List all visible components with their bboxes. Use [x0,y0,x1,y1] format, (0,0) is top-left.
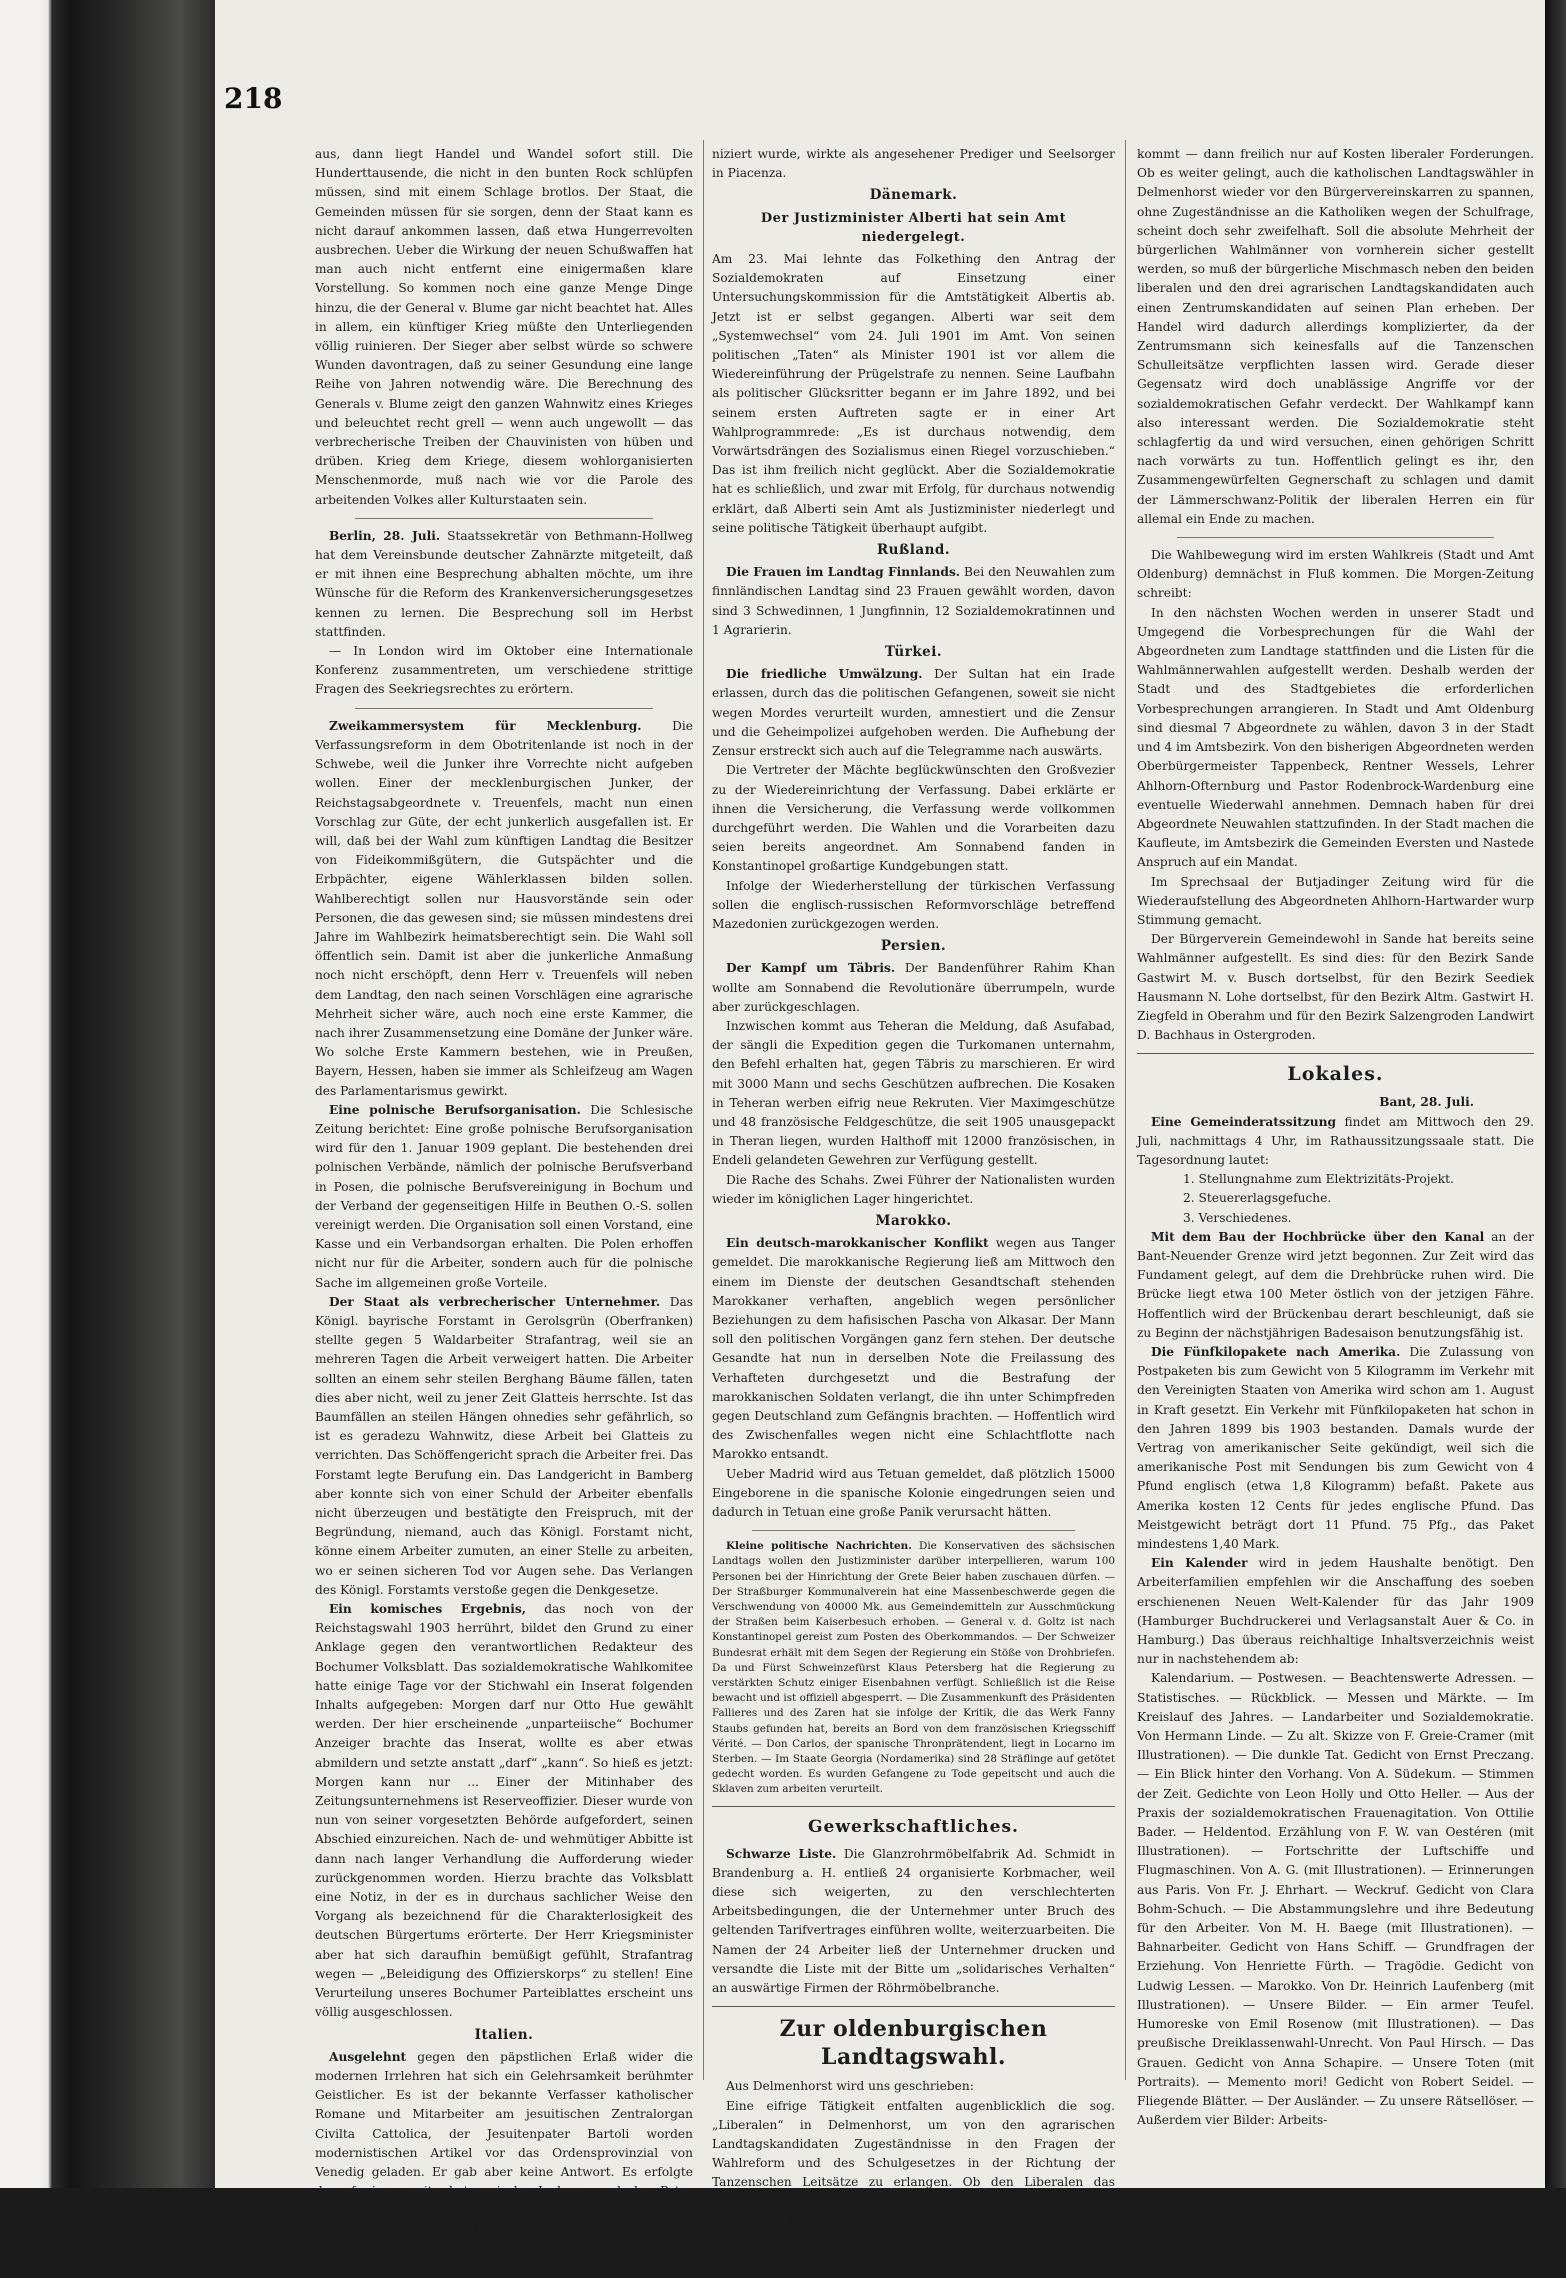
article-heading: Der Staat als verbrecherischer Unternehmer. [329,1294,661,1309]
article-italy [315,2048,693,2278]
section-heading-denmark: Dänemark. [869,187,958,204]
article-heading: Die Fünfkilopakete nach Amerika. [1151,1344,1401,1359]
article-heading: Der Kampf um Täbris. [726,961,896,976]
article-text: In den nächsten Wochen werden in unserer Stadt und Umgegend die Vorbesprechungen für die Wahl der Abgeordneten zum Landtage stattfinden und die Listen für die Wahlmännerwahlen aufgestellt werden. Deshalb werden der Stadt und des Stadtgebietes die erforderlichen Vorbesprechungen arrangieren. In Stadt und Amt Oldenburg sind diesmal 7 Abgeordnete zu wählen, davon 3 in der Stadt und 4 im Amtsbezirk. Von den bisherigen Abgeordneten werden Oberbürgermeister Tappenbeck, Rentner Wessels, Lehrer Ahlhorn-Ofternburg und Pastor Rodenbrock-Wardenburg eine eventuelle Wiederwahl annehmen. Demnach haben für drei Abgeordnete Neuwahlen stattzufinden. In der Stadt machen die Kaufleute, im Amtsbezirk die Gemeinden Eversten und Nastede Anspruch auf ein Mandat. [1137,605,1534,870]
section-heading-persia: Persien. [880,938,947,955]
agenda-item: 2. Steuererlagsgefuche. [1183,1191,1332,1206]
column-rule [703,140,704,2080]
article-small-news [712,1539,1115,1797]
article-heading: Eine Gemeinderatssitzung [1151,1114,1337,1129]
article-heading: Die Frauen im Landtag Finnlands. [726,565,961,580]
article-subheading: Der Justizminister Alberti hat sein Amt niedergelegt. [760,210,1067,245]
article-text: Die Glanzrohrmöbelfabrik Ad. Schmidt in Brandenburg a. H. entließ 24 organisierte Korbmacher, weil diese sich weigerten, zu den verschlechterten Arbeitsbedingungen, die der Unternehmer unter Bruch des geltenden Tarifvertrages einführen wollte, weiterzuarbeiten. Die Namen der 24 Arbeiter ließ der Unternehmer drucken und versandte die Liste mit der Bitte um „solidarisches Verhalten“ an auswärtige Firmen der Röhrmöbelbranche. [712,1846,1116,1996]
article-text: Die Konservativen des sächsischen Landtags wollen den Justizminister darüber interpellieren, warum 100 Personen bei der Hinrichtung der Grete Beier haben zuschauen dürfen. — Der Straßburger Kommunalverein hat eine Massenbeschwerde gegen die Verschwendung von 40000 Mk. aus Gemeindemitteln zur Ausschmückung der Straßen beim Kaiserbesuch erhoben. — General v. d. Goltz ist nach Konstantinopel gereist zum Posten des Oberkommandos. — Der Schweizer Bundesrat erhält mit dem Segen der Regierung ein Stöße von Drohbriefen. Da und Fürst Schweinzefürst Klaus Petersberg hat die Regierung zu verstärkten Schutz einiger Eisenbahnen verfügt. Schließlich ist die Reise bewacht und ist offiziell abgesperrt. — Die Zusammenkunft des Präsidenten Fallieres und des Zaren hat sie infolge der Kritik, die das Werk Fanny Staubs gefunden hat, bereits an Bord von dem französischen Kriegsschiff Vérité. — Don Carlos, der spanische Thronprätendent, liegt in Locarno im Sterben. — Im Staate Georgia (Nordamerika) sind 28 Sträflinge auf getötet gedecht worden. Es wurden Gefangene zu Tode gepeitscht und auch die Sklaven zum arbeiten verurteilt. [712,1540,1115,1796]
dateline [1137,1093,1534,1112]
divider [712,1806,1115,1807]
divider [1137,1053,1534,1054]
article-text: Inzwischen kommt aus Teheran die Meldung, daß Asufabad, der sängli die Expedition gegen die Turkomanen unternahm, den Befehl erhalten hat, gegen Täbris zu marschieren. Er wird mit 3000 Mann und sechs Geschützen aufbrechen. Die Kosaken in Teheran werben eifrig neue Rekruten. Vier Maximgeschütze und 48 französische Feldgeschütze, die seit 1905 unausgepackt in Theran liegen, wurden Halthoff mit 12000 französischen, in Endeli gelandeten Gewehren zur Verfügung gestellt. [712,1018,1115,1168]
article-heading: Eine polnische Berufsorganisation. [329,1102,581,1117]
section-heading-turkey: Türkei. [884,644,943,661]
article-bridge [1137,1228,1534,1343]
article-text: das noch von der Reichstagswahl 1903 herrührt, bildet den Grund zu einer Anklage gegen den verantwortlichen Redakteur des Bochumer Volksblatt. Das sozialdemokratische Wahlkomitee hatte einige Tage vor der Stichwahl ein Inserat folgenden Inhalts aufgegeben: Morgen darf nur Otto Hue gewählt werden. Der hier erscheinende „unparteiische“ Bochumer Anzeiger brachte das Inserat, wollte es aber etwas abmildern und setzte anstatt „darf“ „kann“. So hieß es jetzt: Morgen kann nur ... Einer der Mitinhaber des Zeitungsunternehmens ist Reserveoffizier. Dieser wurde von nun von seiner vorgesetzten Behörde aufgefordert, seinen Abschied einzureichen. Nach de- und wehmütiger Abbitte ist dann nach langer Verhandlung die Aufforderung wieder zurückgenommen worden. Hierzu brachte das Volksblatt eine Notiz, in der es in durchaus sachlicher Weise den Vorgang als bezeichnend für die Charakterlosigkeit des deutschen Bürgertums erörterte. Der Herr Kriegsminister aber hat sich daraufhin bemüßigt gefühlt, Strafantrag wegen — „Beleidigung des Offizierskorps“ zu stellen! Eine Verurteilung unseres Bochumer Parteiblattes erscheint uns völlig ausgeschlossen. [315,1602,694,2020]
article-text: Staatssekretär von Bethmann-Hollweg hat dem Vereinsbunde deutscher Zahnärzte mitgeteilt, daß er mit ihnen eine Besprechung abhalten möchte, um ihre Wünsche für die Reform des Krankenversicherungsgesetzes kennen zu lernen. Die Besprechung soll im Herbst stattfinden. [315,528,693,639]
article-morocco [712,1234,1115,1464]
section-heading-union: Gewerkschaftliches. [808,1816,1019,1837]
article-union [712,1845,1115,1999]
article-text: Der Sultan hat ein Irade erlassen, durch das die politischen Gefangenen, soweit sie nicht wegen Mordes verurteilt wurden, amnestiert und die Zensur und die Geheimpolizei aufgehoben werden. Die Aufhebung der Zensur erstreckt sich auch auf die Telegramme nach auswärts. [712,667,1116,759]
article-text: Infolge der Wiederherstellung der türkischen Verfassung sollen die englisch-russischen Reformvorschläge betreffend Mazedonien zurückgezogen werden. [712,878,1115,931]
article-text: Die Wahlbewegung wird im ersten Wahlkreis (Stadt und Amt Oldenburg) demnächst in Fluß kommen. Die Morgen-Zeitung schreibt: [1137,548,1534,601]
article-text: Die Verfassungsreform in dem Obotritenlande ist noch in der Schwebe, weil die Junker ihre Vorrechte nicht aufgeben wollen. Einer der mecklenburgischen Junker, der Reichstagsabgeordnete v. Treuenfels, macht nun einen Vorschlag zur Güte, der echt junkerlich ausgefallen ist. Er will, daß bei der Wahl zum künftigen Landtag die Besitzer von Fideikommißgütern, die Gutspächter und die Erbpächter, eigene Wählerklassen bilden sollen. Wahlberechtigt sollen nur Hausvorstände sein oder Personen, die das gewesen sind; sie müssen mindestens drei Jahre im Wahlbezirk heimatsberechtigt sein. Die Wahl soll öffentlich sein. Damit ist aber die junkerliche Anmaßung noch nicht erschöpft, denn Herr v. Treuenfels will neben dem Landtag, den nach seinen Vorschlägen eine agrarische Mehrheit sicher wäre, auch noch eine erste Kammer, die nach ihrer Zusammensetzung eine Domäne der Junker wäre. Wo solche Erste Kammern bestehen, wie in Preußen, Bayern, Hessen, haben sie immer als Schleifzeug am Wagen des Parlamentarismus gewirkt. [315,718,693,1098]
section-heading-russia: Rußland. [876,542,951,559]
article-turkey [712,665,1115,761]
article-polish [315,1101,693,1293]
article-text: gegen den päpstlichen Erlaß wider die modernen Irrlehren hat sich ein Gelehrsamkeit berühmter Geistlicher. Es ist der bekannte Verfasser katholischer Romane und Mitarbeiter am jesuitischen Zentralorgan Civilta Cattolica, der Jesuitenpater Bartoli worden modernistischen Artikel vor das Ordensprovinzial von Venedig geladen. Er gab aber keine Antwort. Es erfolgte darauf eine zweite kategorische Ladung, und der Pater beantwortete dieselbe mit dem Austritte aus dem Jesuitenorden. Als die Ordensleitung nunmehr Anstalten machte, die Sache gütlich beizulegen, verbat sich der Pater alle weiteren Schritte. Bartoli, der natürlich exkommu- [315,2049,694,2275]
article-heading: Zweikammersystem für Mecklenburg. [329,718,642,733]
page-edge-shadow [1545,0,1566,2188]
article-heading: Schwarze Liste. [726,1846,837,1861]
dateline-text: Bant, 28. Juli. [1379,1095,1474,1110]
article-text: Die Rache des Schahs. Zwei Führer der Nationalisten wurden wieder im königlichen Lager hingerichtet. [712,1172,1115,1206]
article-text: Die Zulassung von Postpaketen bis zum Gewicht von 5 Kilogramm im Verkehr mit den Vereinigten Staaten von Amerika wird schon am 1. August in Kraft gesetzt. Ein Verkehr mit Fünfkilopaketen hat schon in den Jahren 1899 bis 1903 bestanden. Damals wurde der Vertrag von amerikanischer Seite gekündigt, weil sich die amerikanische Post mit Sendungen bis zum Gewicht von 4 Pfund englisch (etwa 1,8 Kilogramm) befaßt. Pakete aus Amerika kosten 12 Cents für jedes englische Pfund. Das Meistgewicht beträgt dort 11 Pfund. 75 Pfg., das Paket mindestens 1,40 Mark. [1137,1344,1534,1552]
article-heading: Die friedliche Umwälzung. [726,667,923,682]
column-rule [1125,140,1126,2080]
article-text: Bei den Neuwahlen zum finnländischen Landtag sind 23 Frauen gewählt worden, davon sind 3 Schwedinnen, 1 Jungfinnin, 12 Sozialdemokratinnen und 1 Agrarierin. [712,565,1115,637]
divider [712,2006,1115,2007]
column-1 [315,145,694,2275]
article-comic [315,1600,693,2022]
section-heading-local: Lokales. [1287,1063,1384,1086]
article-heading: Mit dem Bau der Hochbrücke über den Kanal [1151,1229,1485,1244]
article-text: Am 23. Mai lehnte das Folkething den Antrag der Sozialdemokraten auf Einsetzung einer Untersuchungskommission für die Amtstätigkeit Albertis ab. Jetzt ist er selbst gegangen. Alberti war seit dem „Systemwechsel“ vom 24. Juli 1901 im Amt. Von seinen politischen „Taten“ als Minister 1901 ist vor allem die Wiedereinführung der Prügelstrafe zu nennen. Seine Laufbahn als politischer Glücksritter begann er im Jahre 1892, und bei seinem ersten Auftreten sagte er in einer Art Wahlprogrammrede: „Es ist durchaus notwendig, dem Vorwärtsdrängen des Sozialismus einen Riegel vorzuschieben.“ Das ist ihm freilich nicht geglückt. Aber die Sozialdemokratie hat es schließlich, und zwar mit Erfolg, für durchaus notwendig erklärt, daß Alberti sein Amt als Justizminister niederlegt und seine politische Tätigkeit überhaupt aufgibt. [712,252,1115,535]
article-text: Im Sprechsaal der Butjadinger Zeitung wird für die Wiederaufstellung des Abgeordneten Ahlhorn-Hartwarder wurp Stimmung gemacht. [1137,874,1534,927]
article-state [315,1293,693,1600]
book-binding [0,0,215,2188]
article-text: wegen aus Tanger gemeldet. Die marokkanische Regierung ließ am Mittwoch den einem im Dienste der deutschen Gesandtschaft stehenden Marokkaner verhaften, angeblich wegen persönlicher Beziehungen zu dem hafisischen Pascha von Alkasar. Der Mann soll den politischen Vorgängen ganz fern stehen. Der deutsche Gesandte hat nun in derselben Note die Freilassung des Verhafteten durchgesetzt und die Bestrafung der marokkanischen Soldaten verlangt, die ihn unter Schimpfreden gegen Deutschland zum Gefängnis brachten. — Hoffentlich wird des Zwischenfalles wegen nicht eine Schlachtflotte nach Marokko entsandt. [712,1236,1116,1462]
agenda-item: 3. Verschiedenes. [1183,1210,1292,1225]
article-heading: Kleine politische Nachrichten. [726,1540,912,1553]
article-heading: Ausgelehnt [329,2049,407,2064]
article-heading: Ein Kalender [1151,1556,1248,1571]
intro-paragraph: niziert wurde, wirkte als angesehener Prediger und Seelsorger in Piacenza. [712,147,1115,181]
article-council [1137,1113,1534,1171]
article-text: Das Königl. bayrische Forstamt in Gerolsgrün (Oberfranken) stellte gegen 5 Waldarbeiter Strafantrag, weil sie an mehreren Tagen die Arbeit verweigert hatten. Die Arbeiter sollten an einem sehr steilen Berghang Bäume fällen, taten dies aber nicht, weil zu jener Zeit Glatteis herrschte. Ist das Baumfällen an steilen Hängen ohnedies sehr gefährlich, so ist es geradezu Wahnwitz, diese Arbeit bei Glatteis zu verrichten. Das Schöffengericht sprach die Arbeiter frei. Das Forstamt legte Berufung ein. Das Landgericht in Bamberg aber konnte sich von einer Schuld der Arbeiter ebenfalls nicht überzeugen und bestätigte den Freispruch, mit der Begründung, niemand, auch das Königl. Forstamt nicht, könne einem Arbeiter zumuten, an einer Stelle zu arbeiten, wo er seinen sicheren Tod vor Augen sehe. Das Verlangen des Königl. Forstamts verstoße gegen die Denkgesetze. [315,1294,694,1597]
agenda-list [1137,1170,1534,1228]
article-subheading: Aus Delmenhorst wird uns geschrieben: [726,2079,974,2094]
intro-paragraph: aus, dann liegt Handel und Wandel sofort still. Die Hunderttausende, die nicht in den bunten Rock schlüpfen müssen, sind mit einem Schlage brotlos. Der Staat, die Gemeinden müssen für sie sorgen, denn der Staat kann es nicht darauf ankommen lassen, daß etwa Hungerrevolten ausbrechen. Ueber die Wirkung der neuen Schußwaffen hat man auch nicht entfernt eine einigermaßen klare Vorstellung. So kommen noch eine ganze Menge Dinge hinzu, die der General v. Blume gar nicht beachtet hat. Alles in allem, ein künftiger Krieg müßte den Unterliegenden völlig ruinieren. Der Sieger aber selbst würde so schwere Wunden davontragen, daß zu seiner Gesundung eine lange Reihe von Jahren notwendig wäre. Die Berechnung des Generals v. Blume zeigt den ganzen Wahnwitz eines Krieges und beleuchtet recht grell — wenn auch ungewollt — das verbrecherische Treiben der Chauvinisten von hüben und drüben. Krieg dem Kriege, diesem wohlorganisierten Menschenmorde, muß nach wie vor die Parole des arbeitenden Volkes aller Kulturstaaten sein. [315,147,693,507]
agenda-item: 1. Stellungnahme zum Elektrizitäts-Projekt. [1183,1172,1454,1187]
article-text: Die Vertreter der Mächte beglückwünschten den Großvezier zu der Wiedereinrichtung der Verfassung. Dabei erklärte er ihnen die Versicherung, die Verfassung werde vollkommen durchgeführt werden. Die Wahlen und die Vorarbeiten dazu seien bereits angeordnet. Am Sonnabend fanden in Konstantinopel großartige Kundgebungen statt. [712,763,1115,874]
column-2 [712,145,1116,2247]
article-text: Kalendarium. — Postwesen. — Beachtenswerte Adressen. — Statistisches. — Rückblick. — Messen und Märkte. — Im Kreislauf des Jahres. — Landarbeiter und Sozialdemokratie. Von Hermann Linde. — Zu alt. Skizze von F. Greie-Cramer (mit Illustrationen). — Die dunkle Tat. Gedicht von Ernst Preczang. — Ein Blick hinter den Vorhang. Von A. Südekum. — Stimmen der Zeit. Gedichte von Leon Holly und Otto Heller. — Aus der Praxis der sozialdemokratischen Frauenagitation. Von Ottilie Bader. — Heldentod. Erzählung von F. W. van Oestéren (mit Illustrationen). — Fortschritte der Luftschiffe und Flugmaschinen. Von A. G. (mit Illustrationen). — Erinnerungen aus Paris. Von Fr. J. Ehrhart. — Weckruf. Gedicht von Clara Bohm-Schuch. — Die Abstammungslehre und ihre Bedeutung für den Arbeiter. Von M. H. Baege (mit Illustrationen). — Bahnarbeiter. Gedicht von Hans Schiff. — Grundfragen der Erziehung. Von Henriette Fürth. — Tragödie. Gedicht von Ludwig Lessen. — Marokko. Von Dr. Heinrich Laufenberg (mit Illustrationen). — Unsere Bilder. — Ein armer Teufel. Humoreske von Emil Rosenow (mit Illustrationen). — Das preußische Dreiklassenwahl-Unrecht. Von Paul Hirsch. — Das Grauen. Gedicht von Anna Schapire. — Unsere Toten (mit Portraits). — Memento mori! Gedicht von Robert Seidel. — Fliegende Blätter. — Der Ausländer. — Zu unsere Rätsellöser. — Außerdem vier Bilder: Arbeits- [1137,1671,1534,2128]
page-number: 218 [224,82,283,115]
section-heading-morocco: Marokko. [875,1212,952,1229]
article-text: Der Bürgerverein Gemeindewohl in Sande hat bereits seine Wahlmänner aufgestellt. Es sind dies: für den Bezirk Sande Gastwirt M. v. Busch dortselbst, für den Bezirk Seediek Hausmann N. Lohe dortselbst, für den Bezirk Altm. Gastwirt H. Ziegfeld in Oberahm und für den Bezirk Salzengroden Landwirt D. Bachhaus in Ostergroden. [1137,932,1534,1043]
article-heading: Ein komisches Ergebnis, [329,1602,526,1617]
article-text: findet am Mittwoch den 29. Juli, nachmittags 4 Uhr, im Rathaussitzungssaale statt. Die Tagesordnung lautet: [1137,1114,1535,1167]
article-parcels [1137,1343,1534,1554]
article-text: Eine eifrige Tätigkeit entfalten augenblicklich die sog. „Liberalen“ in Delmenhorst, um von den agrarischen Landtagskandidaten Zugeständnisse in den Fragen der Wahlreform und des Schulgesetzes in der Richtung der Tanzenschen Leitsätze zu erlangen. Ob den Liberalen das gelingt, bleibt dahingestellt. Im Anbetracht der Angst vor der Sozialdemokratie ist jedoch wahrscheinlich, daß eine Einigung zustande [712,2098,1115,2247]
divider [355,518,653,519]
article-calendar [1137,1554,1534,1669]
article-text: Der Bandenführer Rahim Khan wollte am Sonnabend die Revolutionäre überrumpeln, wurde aber zurückgeschlagen. [712,961,1115,1014]
article-mecklenburg [315,717,693,1101]
article-text: Die Schlesische Zeitung berichtet: Eine große polnische Berufsorganisation wird für den 1. Januar 1909 geplant. Die bestehenden drei polnischen Verbände, nämlich der polnische Berufsverband in Posen, die polnische Berufsvereinigung in Bochum und der Verband der gegenseitigen Hilfe in Beuthen O.-S. sollen vereinigt werden. Die Organisation soll einen Vorstand, eine Kasse und ein Verbandsorgan erhalten. Die Polen erhoffen nicht nur für die Arbeiter, sondern auch für die polnische Sache im allgemeinen große Vorteile. [315,1102,694,1290]
column-3 [1137,145,1535,2128]
divider [1177,537,1494,538]
article-london: — In London wird im Oktober eine Internationale Konferenz zusammentreten, um verschiedene strittige Fragen des Seekriegsrechtes zu erörtern. [315,644,693,697]
divider [355,708,653,709]
article-heading: Ein deutsch-marokkanischer Konflikt [726,1236,989,1251]
section-heading-oldenburg: Zur oldenburgischen Landtagswahl. [779,2016,1048,2071]
divider [752,1530,1075,1531]
article-persia [712,959,1115,1017]
article-russia [712,563,1115,640]
article-text: wird in jedem Haushalte benötigt. Den Arbeiterfamilien empfehlen wir die Anschaffung des soeben erschienenen Neuen Welt-Kalender für das Jahr 1909 (Hamburger Buchdruckerei und Verlagsanstalt Auer & Co. in Hamburg.) Das überaus reichhaltige Inhaltsverzeichnis weist nur in nachstehendem ab: [1137,1556,1534,1667]
dateline: Berlin, 28. Juli. [329,528,441,543]
intro-paragraph: kommt — dann freilich nur auf Kosten liberaler Forderungen. Ob es weiter gelingt, auch die katholischen Landtagswähler in Delmenhorst wieder vor den Bürgervereinskarren zu spannen, ohne Zugeständnisse an die Katholiken wegen der Schulfrage, scheint doch sehr zweifelhaft. Soll die absolute Mehrheit der bürgerlichen Wahlmänner von vornherein sicher gestellt werden, so muß der bürgerliche Mischmasch neben den beiden liberalen und den drei agrarischen Landtagskandidaten auch einen Zentrumskandidaten auf seinen Plan erheben. Der Handel wird dadurch allerdings komplizierter, da der Zentrumsmann sich keinesfalls auf die Tanzenschen Schulleitsätze verpflichten lassen wird. Gerade dieser Gegensatz wird doch unablässige Angriffe vor der sozialdemokratischen Gefahr verdeckt. Der Wahlkampf kann also interessant werden. Die Sozialdemokratie steht schlagfertig da und wird versuchen, einen gehörigen Schritt nach vorwärts zu tun. Hoffentlich gelingt es ihr, den Zusammengewürfelten Gegnerschaft zu schlagen und damit der Lämmerschwanz-Politik der liberalen Herren ein für allemal ein Ende zu machen. [1137,147,1534,526]
section-heading-italy: Italien. [474,2026,534,2043]
article-text: an der Bant-Neuender Grenze wird jetzt begonnen. Zur Zeit wird das Fundament gelegt, auf dem die Drehbrücke ruhen wird. Die Brücke liegt etwa 100 Meter östlich von der jetzigen Fähre. Hoffentlich wird der Brückenbau derart beschleunigt, daß sie zu Beginn der nächstjährigen Badesaison benutzungsfähig ist. [1137,1229,1534,1340]
article-text: Ueber Madrid wird aus Tetuan gemeldet, daß plötzlich 15000 Eingeborene in die spanische Kolonie eingedrungen seien und dadurch in Tetuan eine große Panik verursacht hätten. [712,1466,1115,1520]
article-berlin [315,527,693,642]
